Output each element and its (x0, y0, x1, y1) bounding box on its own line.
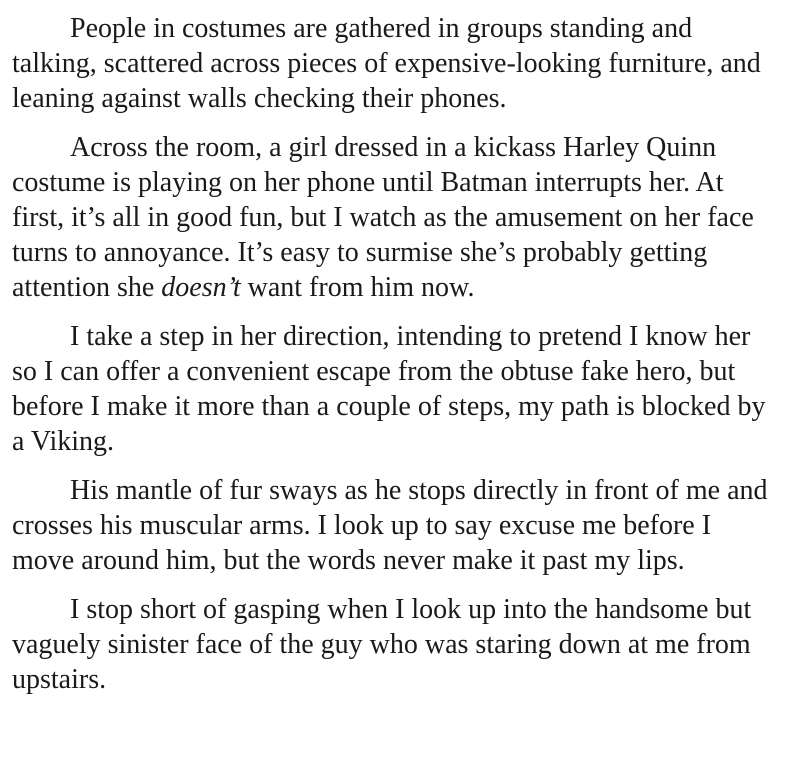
paragraph-1 (12, 11, 779, 116)
paragraph-5 (12, 592, 779, 697)
paragraph-4-text: His mantle of fur sways as he stops directly in front of me and crosses his muscular arms. I look up to say excuse me before I move around him, but the words never make it past my lips. (12, 475, 768, 576)
paragraph-3 (12, 319, 779, 459)
paragraph-2-emphasis: doesn’t (161, 272, 241, 303)
paragraph-4 (12, 473, 779, 578)
paragraph-2 (12, 130, 779, 305)
paragraph-3-text: I take a step in her direction, intending to pretend I know her so I can offer a convenient escape from the obtuse fake hero, but before I make it more than a couple of steps, my path is blocked by a Viking. (12, 321, 766, 457)
paragraph-5-text: I stop short of gasping when I look up into the handsome but vaguely sinister face of the guy who was staring down at me from upstairs. (12, 594, 752, 695)
paragraph-2-text-before: Across the room, a girl dressed in a kickass Harley Quinn costume is playing on her phone until Batman interrupts her. At first, it’s all in good fun, but I watch as the amusement on her face turns to annoyance. It’s easy to surmise she’s probably getting attention she (12, 132, 754, 303)
paragraph-2-text-after: want from him now. (240, 272, 475, 303)
paragraph-1-text: People in costumes are gathered in groups standing and talking, scattered across pieces of expensive-looking furniture, and leaning against walls checking their phones. (12, 13, 761, 114)
